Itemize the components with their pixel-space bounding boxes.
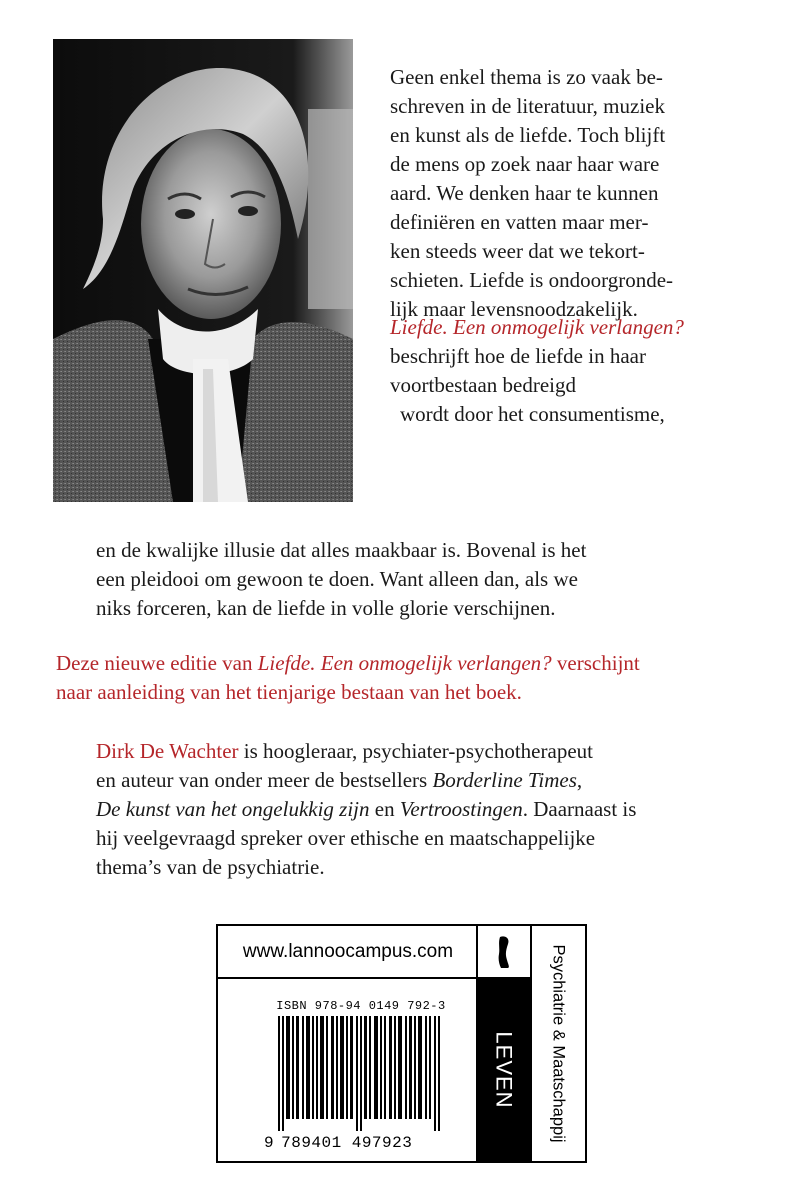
author-bio-text: en <box>369 797 400 821</box>
blurb-line: beschrijft hoe de liefde in haar <box>390 344 646 368</box>
blurb-line: Geen enkel thema is zo vaak be- <box>390 65 663 89</box>
blurb-line: de mens op zoek naar haar ware <box>390 152 660 176</box>
ean-first-digit: 9 <box>264 1134 275 1152</box>
edition-note-line-2: naar aanleiding van het tienjarige bestaan van het boek. <box>56 680 522 704</box>
edition-note <box>56 649 640 707</box>
imprint-column <box>476 926 532 1161</box>
author-bio-line-5: thema’s van de psychiatrie. <box>96 855 325 879</box>
author-bio-text: is hoogleraar, psychiater-psychotherapeut <box>238 739 593 763</box>
category-label: Psychiatrie & Maatschappij <box>550 944 568 1143</box>
book-title-italic: Liefde. Een onmogelijk verlangen? <box>257 651 552 675</box>
author-bio-line-1 <box>96 737 636 766</box>
book-title-italic: Vertroostingen <box>399 797 523 821</box>
blurb-paragraph-2 <box>390 313 684 429</box>
edition-note-line-1 <box>56 649 640 678</box>
blurb-line: en kunst als de liefde. Toch blijft <box>390 123 666 147</box>
author-bio-line-2 <box>96 766 636 795</box>
series-label: LEVEN <box>492 1031 517 1109</box>
blurb-line: en de kwalijke illusie dat alles maakbaar is. Bovenal is het <box>96 538 587 562</box>
author-bio-line-4: hij veelgevraagd spreker over ethische en maatschappelijke <box>96 826 596 850</box>
ean-left-group: 789401 <box>281 1134 342 1152</box>
author-bio-text: . Daarnaast is <box>522 797 637 821</box>
blurb-line: een pleidooi om gewoon te doen. Want alleen dan, als we <box>96 567 578 591</box>
isbn-label: ISBN 978-94 0149 792-3 <box>276 999 446 1013</box>
author-bio <box>96 737 636 882</box>
edition-note-text: verschijnt <box>551 651 640 675</box>
blurb-line: voortbestaan bedreigd <box>390 373 577 397</box>
publisher-logo <box>478 926 530 979</box>
ean-number <box>264 1134 413 1152</box>
edition-note-text: Deze nieuwe editie van <box>56 651 258 675</box>
book-title-italic: De kunst van het ongelukkig zijn <box>96 797 370 821</box>
publisher-website[interactable]: www.lannoocampus.com <box>218 926 478 979</box>
book-title-italic: Liefde. Een onmogelijk verlangen? <box>390 315 684 339</box>
blurb-line: schreven in de literatuur, muziek <box>390 94 665 118</box>
series-band <box>478 979 530 1161</box>
portrait-image <box>53 39 353 502</box>
ean-right-group: 497923 <box>351 1134 413 1152</box>
imprint-box <box>216 924 587 1163</box>
blurb-line: wordt door het consumentisme, <box>400 402 665 426</box>
author-bio-text: en auteur van onder meer de bestsellers <box>96 768 433 792</box>
book-title-italic: Borderline Times <box>432 768 577 792</box>
barcode-icon <box>278 1016 448 1131</box>
blurb-line: definiëren en vatten maar mer- <box>390 210 649 234</box>
blurb-paragraph-1 <box>390 63 673 324</box>
blurb-line: aard. We denken haar te kunnen <box>390 181 659 205</box>
author-name: Dirk De Wachter <box>96 739 239 763</box>
blurb-line: niks forceren, kan de liefde in volle glorie verschijnen. <box>96 596 556 620</box>
blurb-line: lijk maar levensnoodzakelijk. <box>390 297 638 321</box>
lannoo-logo-icon <box>496 935 512 969</box>
blurb-line: schieten. Liefde is ondoorgronde- <box>390 268 674 292</box>
blurb-line: ken steeds weer dat we tekort- <box>390 239 645 263</box>
author-photo <box>53 39 353 502</box>
author-bio-text: , <box>576 768 583 792</box>
category-column <box>532 926 585 1161</box>
blurb-paragraph-2-continued <box>96 536 586 623</box>
author-bio-line-3 <box>96 795 636 824</box>
